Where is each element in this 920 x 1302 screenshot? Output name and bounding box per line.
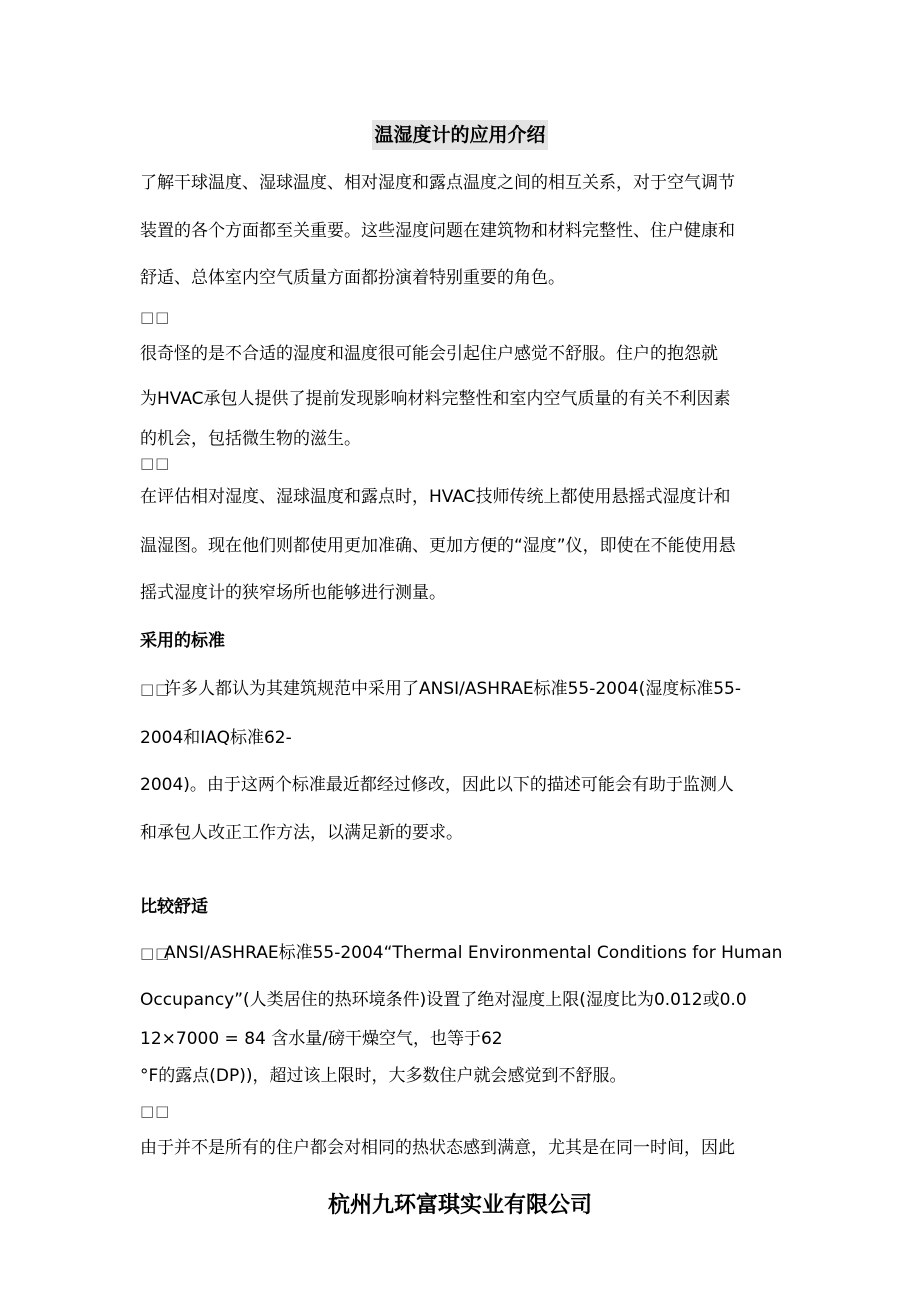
document-title-wrap [0, 120, 920, 150]
placeholder-glyph: □□ [140, 454, 171, 472]
placeholder-glyph: □□ [140, 944, 171, 962]
placeholder-glyph: □□ [140, 1102, 171, 1120]
paragraph-line: ANSI/ASHRAE标准55-2004“Thermal Environmental Conditions for Human [164, 943, 783, 963]
paragraph-line: 在评估相对湿度、湿球温度和露点时，HVAC技师传统上都使用悬摇式湿度计和 [140, 487, 731, 507]
paragraph-line: 和承包人改正工作方法，以满足新的要求。 [140, 823, 463, 843]
placeholder-glyph: □□ [140, 680, 171, 698]
paragraph-line: 为HVAC承包人提供了提前发现影响材料完整性和室内空气质量的有关不利因素 [140, 389, 731, 409]
placeholder-glyph: □□ [140, 308, 171, 326]
section-heading-standards: 采用的标准 [140, 631, 225, 651]
paragraph-line: °F的露点(DP))，超过该上限时，大多数住户就会感觉到不舒服。 [140, 1066, 627, 1086]
paragraph-line: 由于并不是所有的住户都会对相同的热状态感到满意，尤其是在同一时间，因此 [140, 1138, 735, 1158]
paragraph-line: 许多人都认为其建筑规范中采用了ANSI/ASHRAE标准55-2004(湿度标准55- [164, 679, 742, 699]
company-footer: 杭州九环富琪实业有限公司 [327, 1193, 592, 1218]
document-title: 温湿度计的应用介绍 [372, 120, 547, 150]
paragraph-line: 摇式湿度计的狭窄场所也能够进行测量。 [140, 583, 446, 603]
section-heading-comfort: 比较舒适 [140, 897, 208, 917]
paragraph-line: 12×7000 = 84 含水量/磅干燥空气，也等于62 [140, 1029, 503, 1049]
paragraph-line: Occupancy”(人类居住的热环境条件)设置了绝对湿度上限(湿度比为0.012或0.0 [140, 990, 747, 1010]
paragraph-line: 装置的各个方面都至关重要。这些湿度问题在建筑物和材料完整性、住户健康和 [140, 221, 735, 241]
paragraph-line: 很奇怪的是不合适的湿度和温度很可能会引起住户感觉不舒服。住户的抱怨就 [140, 344, 718, 364]
paragraph-line: 温湿图。现在他们则都使用更加准确、更加方便的“湿度”仪，即使在不能使用悬 [140, 536, 736, 556]
paragraph-line: 舒适、总体室内空气质量方面都扮演着特别重要的角色。 [140, 268, 565, 288]
paragraph-line: 了解干球温度、湿球温度、相对湿度和露点温度之间的相互关系，对于空气调节 [140, 173, 735, 193]
paragraph-line: 的机会，包括微生物的滋生。 [140, 429, 361, 449]
paragraph-line: 2004和IAQ标准62- [140, 728, 292, 748]
paragraph-line: 2004)。由于这两个标准最近都经过修改，因此以下的描述可能会有助于监测人 [140, 775, 734, 795]
